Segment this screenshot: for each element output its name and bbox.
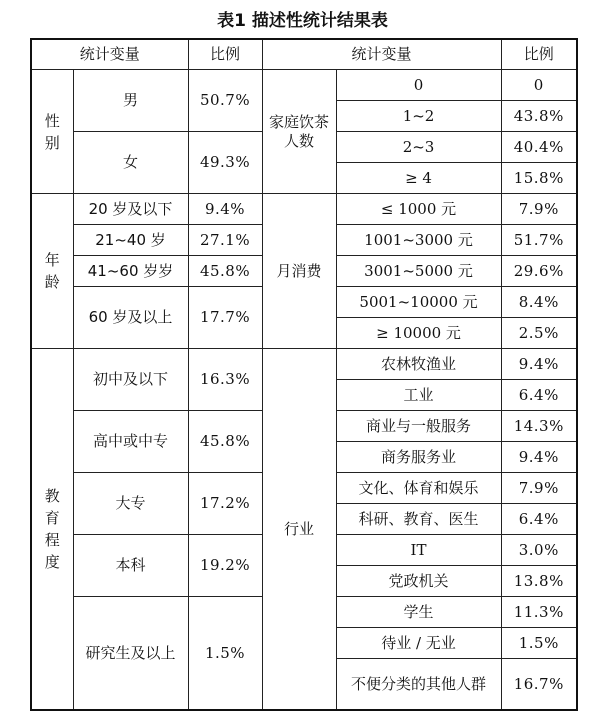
age-name: 60 岁及以上 — [73, 287, 188, 349]
age-pct: 17.7% — [188, 287, 262, 349]
spending-pct: 8.4% — [501, 287, 577, 318]
header-variable-left: 统计变量 — [31, 39, 188, 70]
group-label-household: 家庭饮茶人数 — [262, 70, 336, 194]
group-label-age: 年龄 — [31, 194, 73, 349]
industry-name: 农林牧渔业 — [336, 349, 501, 380]
education-pct: 16.3% — [188, 349, 262, 411]
header-percent-left: 比例 — [188, 39, 262, 70]
spending-name: ≥ 10000 元 — [336, 318, 501, 349]
industry-pct: 11.3% — [501, 597, 577, 628]
industry-name: 科研、教育、医生 — [336, 504, 501, 535]
education-name: 高中或中专 — [73, 411, 188, 473]
education-name: 大专 — [73, 473, 188, 535]
group-label-industry: 行业 — [262, 349, 336, 711]
industry-pct: 16.7% — [501, 659, 577, 711]
gender-name: 男 — [73, 70, 188, 132]
industry-name: 文化、体育和娱乐 — [336, 473, 501, 504]
spending-name: 1001~3000 元 — [336, 225, 501, 256]
table-row — [31, 70, 577, 101]
spending-name: 5001~10000 元 — [336, 287, 501, 318]
group-label-education: 教育程度 — [31, 349, 73, 711]
industry-name: 不便分类的其他人群 — [336, 659, 501, 711]
header-percent-right: 比例 — [501, 39, 577, 70]
spending-pct: 2.5% — [501, 318, 577, 349]
table-row — [31, 194, 577, 225]
table-title: 表1 描述性统计结果表 — [217, 11, 388, 31]
industry-pct: 14.3% — [501, 411, 577, 442]
age-name: 41~60 岁岁 — [73, 256, 188, 287]
age-name: 21~40 岁 — [73, 225, 188, 256]
household-name: ≥ 4 — [336, 163, 501, 194]
industry-name: 待业 / 无业 — [336, 628, 501, 659]
age-name: 20 岁及以下 — [73, 194, 188, 225]
gender-pct: 50.7% — [188, 70, 262, 132]
descriptive-stats-table — [30, 38, 578, 711]
table-row — [31, 349, 577, 380]
household-pct: 15.8% — [501, 163, 577, 194]
industry-pct: 13.8% — [501, 566, 577, 597]
industry-pct: 6.4% — [501, 504, 577, 535]
age-pct: 9.4% — [188, 194, 262, 225]
industry-pct: 9.4% — [501, 442, 577, 473]
household-pct: 0 — [501, 70, 577, 101]
industry-name: 党政机关 — [336, 566, 501, 597]
household-name: 0 — [336, 70, 501, 101]
gender-pct: 49.3% — [188, 132, 262, 194]
age-pct: 45.8% — [188, 256, 262, 287]
industry-name: 商务服务业 — [336, 442, 501, 473]
industry-name: 商业与一般服务 — [336, 411, 501, 442]
household-pct: 43.8% — [501, 101, 577, 132]
education-pct: 17.2% — [188, 473, 262, 535]
spending-pct: 7.9% — [501, 194, 577, 225]
spending-pct: 29.6% — [501, 256, 577, 287]
industry-pct: 9.4% — [501, 349, 577, 380]
spending-name: 3001~5000 元 — [336, 256, 501, 287]
education-name: 研究生及以上 — [73, 597, 188, 711]
group-label-gender: 性别 — [31, 70, 73, 194]
household-name: 2~3 — [336, 132, 501, 163]
industry-name: 学生 — [336, 597, 501, 628]
education-pct: 1.5% — [188, 597, 262, 711]
education-name: 本科 — [73, 535, 188, 597]
header-variable-right: 统计变量 — [262, 39, 501, 70]
spending-pct: 51.7% — [501, 225, 577, 256]
industry-name: 工业 — [336, 380, 501, 411]
industry-name: IT — [336, 535, 501, 566]
education-pct: 19.2% — [188, 535, 262, 597]
industry-pct: 1.5% — [501, 628, 577, 659]
table-header-row — [31, 39, 577, 70]
education-pct: 45.8% — [188, 411, 262, 473]
age-pct: 27.1% — [188, 225, 262, 256]
gender-name: 女 — [73, 132, 188, 194]
industry-pct: 7.9% — [501, 473, 577, 504]
industry-pct: 3.0% — [501, 535, 577, 566]
education-name: 初中及以下 — [73, 349, 188, 411]
household-name: 1~2 — [336, 101, 501, 132]
household-pct: 40.4% — [501, 132, 577, 163]
spending-name: ≤ 1000 元 — [336, 194, 501, 225]
group-label-spending: 月消费 — [262, 194, 336, 349]
industry-pct: 6.4% — [501, 380, 577, 411]
